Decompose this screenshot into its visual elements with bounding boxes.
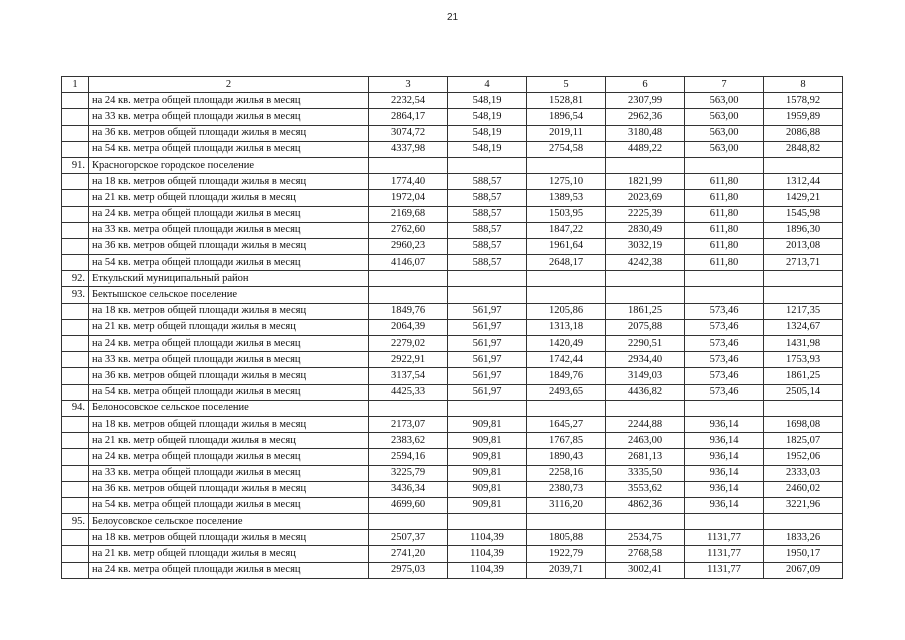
value-cell-col-8: 2086,88: [764, 125, 843, 141]
value-cell-col-5: 2754,58: [527, 141, 606, 157]
value-cell-col-6: 3180,48: [606, 125, 685, 141]
empty-index-cell: [62, 255, 89, 271]
value-cell-col-7: 573,46: [685, 352, 764, 368]
row-description: на 36 кв. метров общей площади жилья в месяц: [89, 125, 369, 141]
table-row: [62, 255, 843, 271]
value-cell-col-6: 3002,41: [606, 562, 685, 578]
value-cell-col-6: 3149,03: [606, 368, 685, 384]
empty-index-cell: [62, 238, 89, 254]
empty-index-cell: [62, 530, 89, 546]
value-cell-col-7: 563,00: [685, 141, 764, 157]
header-col-2: 2: [89, 77, 369, 93]
value-cell-col-7: 563,00: [685, 93, 764, 109]
value-cell-col-6: 1861,25: [606, 303, 685, 319]
table-row: [62, 109, 843, 125]
section-row: [62, 157, 843, 173]
value-cell-col-4: 909,81: [448, 433, 527, 449]
section-title: Бектышское сельское поселение: [89, 287, 369, 303]
value-cell-col-6: 2225,39: [606, 206, 685, 222]
table-row: [62, 352, 843, 368]
value-cell-col-8: 2460,02: [764, 481, 843, 497]
value-cell-col-5: 1420,49: [527, 336, 606, 352]
value-cell-col-7: 611,80: [685, 190, 764, 206]
row-description: на 21 кв. метр общей площади жилья в месяц: [89, 546, 369, 562]
value-cell-col-6: 4489,22: [606, 141, 685, 157]
value-cell-col-7: 563,00: [685, 125, 764, 141]
table-body: [62, 93, 843, 579]
value-cell-col-5: 2258,16: [527, 465, 606, 481]
value-cell-col-8: 1959,89: [764, 109, 843, 125]
value-cell-col-5: 1528,81: [527, 93, 606, 109]
value-cell-col-4: 561,97: [448, 319, 527, 335]
empty-cell: [527, 400, 606, 416]
empty-cell: [527, 287, 606, 303]
value-cell-col-5: 2493,65: [527, 384, 606, 400]
value-cell-col-8: 1429,21: [764, 190, 843, 206]
row-description: на 36 кв. метров общей площади жилья в месяц: [89, 481, 369, 497]
value-cell-col-5: 1961,64: [527, 238, 606, 254]
section-number: 92.: [62, 271, 89, 287]
value-cell-col-5: 2039,71: [527, 562, 606, 578]
table-row: [62, 125, 843, 141]
value-cell-col-5: 1645,27: [527, 416, 606, 432]
value-cell-col-8: 1698,08: [764, 416, 843, 432]
header-col-6: 6: [606, 77, 685, 93]
empty-index-cell: [62, 93, 89, 109]
header-col-5: 5: [527, 77, 606, 93]
empty-cell: [685, 514, 764, 530]
section-row: [62, 400, 843, 416]
value-cell-col-3: 4337,98: [369, 141, 448, 157]
row-description: на 54 кв. метра общей площади жилья в месяц: [89, 141, 369, 157]
empty-cell: [685, 157, 764, 173]
value-cell-col-4: 1104,39: [448, 546, 527, 562]
value-cell-col-8: 1950,17: [764, 546, 843, 562]
value-cell-col-3: 3137,54: [369, 368, 448, 384]
row-description: на 24 кв. метра общей площади жилья в месяц: [89, 449, 369, 465]
section-title: Еткульский муниципальный район: [89, 271, 369, 287]
empty-cell: [764, 400, 843, 416]
empty-index-cell: [62, 352, 89, 368]
value-cell-col-7: 611,80: [685, 255, 764, 271]
value-cell-col-8: 1833,26: [764, 530, 843, 546]
value-cell-col-7: 936,14: [685, 433, 764, 449]
table-row: [62, 368, 843, 384]
value-cell-col-5: 1389,53: [527, 190, 606, 206]
empty-index-cell: [62, 222, 89, 238]
empty-index-cell: [62, 384, 89, 400]
row-description: на 36 кв. метров общей площади жилья в месяц: [89, 238, 369, 254]
empty-index-cell: [62, 125, 89, 141]
value-cell-col-8: 2333,03: [764, 465, 843, 481]
empty-cell: [764, 157, 843, 173]
value-cell-col-5: 1742,44: [527, 352, 606, 368]
value-cell-col-3: 2383,62: [369, 433, 448, 449]
value-cell-col-8: 1324,67: [764, 319, 843, 335]
empty-cell: [448, 514, 527, 530]
value-cell-col-5: 1313,18: [527, 319, 606, 335]
value-cell-col-8: 1861,25: [764, 368, 843, 384]
row-description: на 24 кв. метра общей площади жилья в месяц: [89, 336, 369, 352]
value-cell-col-3: 4146,07: [369, 255, 448, 271]
row-description: на 18 кв. метров общей площади жилья в месяц: [89, 303, 369, 319]
empty-cell: [369, 400, 448, 416]
empty-index-cell: [62, 416, 89, 432]
value-cell-col-4: 561,97: [448, 352, 527, 368]
empty-cell: [369, 514, 448, 530]
value-cell-col-5: 1805,88: [527, 530, 606, 546]
empty-cell: [764, 287, 843, 303]
value-cell-col-4: 588,57: [448, 174, 527, 190]
value-cell-col-6: 2023,69: [606, 190, 685, 206]
table-header: [62, 77, 843, 93]
value-cell-col-7: 936,14: [685, 497, 764, 513]
table-row: [62, 465, 843, 481]
empty-cell: [606, 271, 685, 287]
value-cell-col-4: 588,57: [448, 190, 527, 206]
header-col-7: 7: [685, 77, 764, 93]
empty-index-cell: [62, 319, 89, 335]
header-col-8: 8: [764, 77, 843, 93]
row-description: на 33 кв. метра общей площади жилья в месяц: [89, 352, 369, 368]
value-cell-col-4: 561,97: [448, 336, 527, 352]
empty-cell: [527, 271, 606, 287]
value-cell-col-3: 2232,54: [369, 93, 448, 109]
section-title: Белоносовское сельское поселение: [89, 400, 369, 416]
value-cell-col-3: 4425,33: [369, 384, 448, 400]
empty-cell: [764, 271, 843, 287]
table-row: [62, 530, 843, 546]
row-description: на 21 кв. метр общей площади жилья в месяц: [89, 433, 369, 449]
table-row: [62, 319, 843, 335]
empty-index-cell: [62, 562, 89, 578]
header-col-1: 1: [62, 77, 89, 93]
value-cell-col-3: 1774,40: [369, 174, 448, 190]
value-cell-col-4: 588,57: [448, 222, 527, 238]
tariff-table: [61, 76, 843, 579]
value-cell-col-8: 1217,35: [764, 303, 843, 319]
value-cell-col-8: 1896,30: [764, 222, 843, 238]
value-cell-col-7: 1131,77: [685, 562, 764, 578]
value-cell-col-6: 3032,19: [606, 238, 685, 254]
row-description: на 21 кв. метр общей площади жилья в месяц: [89, 190, 369, 206]
value-cell-col-6: 2962,36: [606, 109, 685, 125]
value-cell-col-7: 1131,77: [685, 546, 764, 562]
value-cell-col-3: 2594,16: [369, 449, 448, 465]
value-cell-col-4: 561,97: [448, 384, 527, 400]
table-row: [62, 222, 843, 238]
empty-cell: [685, 287, 764, 303]
value-cell-col-3: 4699,60: [369, 497, 448, 513]
empty-cell: [685, 400, 764, 416]
value-cell-col-7: 573,46: [685, 319, 764, 335]
row-description: на 54 кв. метра общей площади жилья в месяц: [89, 384, 369, 400]
value-cell-col-3: 3436,34: [369, 481, 448, 497]
value-cell-col-6: 3335,50: [606, 465, 685, 481]
value-cell-col-7: 936,14: [685, 465, 764, 481]
empty-cell: [369, 287, 448, 303]
value-cell-col-6: 4436,82: [606, 384, 685, 400]
table-row: [62, 384, 843, 400]
value-cell-col-6: 2768,58: [606, 546, 685, 562]
section-row: [62, 271, 843, 287]
row-description: на 18 кв. метров общей площади жилья в месяц: [89, 530, 369, 546]
empty-cell: [369, 271, 448, 287]
value-cell-col-7: 573,46: [685, 303, 764, 319]
row-description: на 24 кв. метра общей площади жилья в месяц: [89, 93, 369, 109]
section-row: [62, 287, 843, 303]
table-row: [62, 174, 843, 190]
value-cell-col-7: 573,46: [685, 336, 764, 352]
value-cell-col-4: 588,57: [448, 238, 527, 254]
value-cell-col-6: 2934,40: [606, 352, 685, 368]
page-number: 21: [446, 12, 459, 23]
value-cell-col-8: 1431,98: [764, 336, 843, 352]
empty-cell: [606, 287, 685, 303]
table-row: [62, 93, 843, 109]
table-row: [62, 562, 843, 578]
value-cell-col-6: 2244,88: [606, 416, 685, 432]
value-cell-col-4: 588,57: [448, 255, 527, 271]
empty-index-cell: [62, 303, 89, 319]
row-description: на 24 кв. метра общей площади жилья в месяц: [89, 562, 369, 578]
value-cell-col-5: 2380,73: [527, 481, 606, 497]
value-cell-col-4: 909,81: [448, 416, 527, 432]
value-cell-col-8: 1952,06: [764, 449, 843, 465]
value-cell-col-7: 1131,77: [685, 530, 764, 546]
empty-index-cell: [62, 190, 89, 206]
empty-cell: [448, 157, 527, 173]
value-cell-col-4: 548,19: [448, 93, 527, 109]
empty-index-cell: [62, 174, 89, 190]
value-cell-col-5: 1890,43: [527, 449, 606, 465]
table-row: [62, 481, 843, 497]
section-row: [62, 514, 843, 530]
value-cell-col-8: 3221,96: [764, 497, 843, 513]
value-cell-col-6: 3553,62: [606, 481, 685, 497]
value-cell-col-3: 2173,07: [369, 416, 448, 432]
value-cell-col-6: 2534,75: [606, 530, 685, 546]
value-cell-col-6: 4862,36: [606, 497, 685, 513]
value-cell-col-8: 1578,92: [764, 93, 843, 109]
value-cell-col-4: 1104,39: [448, 530, 527, 546]
value-cell-col-4: 909,81: [448, 497, 527, 513]
empty-index-cell: [62, 368, 89, 384]
value-cell-col-5: 3116,20: [527, 497, 606, 513]
row-description: на 33 кв. метра общей площади жилья в месяц: [89, 222, 369, 238]
value-cell-col-8: 1825,07: [764, 433, 843, 449]
table-row: [62, 497, 843, 513]
value-cell-col-4: 561,97: [448, 368, 527, 384]
empty-index-cell: [62, 546, 89, 562]
header-row: [62, 77, 843, 93]
value-cell-col-7: 936,14: [685, 481, 764, 497]
value-cell-col-3: 3074,72: [369, 125, 448, 141]
row-description: на 21 кв. метр общей площади жилья в месяц: [89, 319, 369, 335]
value-cell-col-4: 588,57: [448, 206, 527, 222]
row-description: на 33 кв. метра общей площади жилья в месяц: [89, 109, 369, 125]
value-cell-col-8: 1312,44: [764, 174, 843, 190]
value-cell-col-8: 1545,98: [764, 206, 843, 222]
value-cell-col-3: 2279,02: [369, 336, 448, 352]
row-description: на 54 кв. метра общей площади жилья в месяц: [89, 255, 369, 271]
value-cell-col-3: 3225,79: [369, 465, 448, 481]
empty-cell: [527, 157, 606, 173]
value-cell-col-7: 936,14: [685, 449, 764, 465]
value-cell-col-5: 1275,10: [527, 174, 606, 190]
empty-index-cell: [62, 449, 89, 465]
row-description: на 18 кв. метров общей площади жилья в месяц: [89, 416, 369, 432]
value-cell-col-3: 2762,60: [369, 222, 448, 238]
value-cell-col-3: 2064,39: [369, 319, 448, 335]
value-cell-col-5: 1849,76: [527, 368, 606, 384]
value-cell-col-5: 1847,22: [527, 222, 606, 238]
value-cell-col-8: 2713,71: [764, 255, 843, 271]
table-row: [62, 190, 843, 206]
table-row: [62, 433, 843, 449]
value-cell-col-3: 2169,68: [369, 206, 448, 222]
value-cell-col-3: 1849,76: [369, 303, 448, 319]
table-row: [62, 336, 843, 352]
value-cell-col-6: 2830,49: [606, 222, 685, 238]
section-number: 91.: [62, 157, 89, 173]
row-description: на 33 кв. метра общей площади жилья в месяц: [89, 465, 369, 481]
value-cell-col-3: 1972,04: [369, 190, 448, 206]
section-title: Белоусовское сельское поселение: [89, 514, 369, 530]
value-cell-col-3: 2922,91: [369, 352, 448, 368]
empty-index-cell: [62, 109, 89, 125]
value-cell-col-8: 2013,08: [764, 238, 843, 254]
empty-cell: [764, 514, 843, 530]
value-cell-col-6: 4242,38: [606, 255, 685, 271]
section-title: Красногорское городское поселение: [89, 157, 369, 173]
value-cell-col-5: 2648,17: [527, 255, 606, 271]
value-cell-col-6: 2075,88: [606, 319, 685, 335]
empty-index-cell: [62, 465, 89, 481]
value-cell-col-4: 548,19: [448, 141, 527, 157]
empty-cell: [448, 287, 527, 303]
value-cell-col-6: 2307,99: [606, 93, 685, 109]
row-description: на 54 кв. метра общей площади жилья в месяц: [89, 497, 369, 513]
value-cell-col-4: 548,19: [448, 125, 527, 141]
value-cell-col-3: 2741,20: [369, 546, 448, 562]
empty-cell: [527, 514, 606, 530]
empty-cell: [606, 400, 685, 416]
value-cell-col-7: 936,14: [685, 416, 764, 432]
empty-index-cell: [62, 497, 89, 513]
value-cell-col-5: 1205,86: [527, 303, 606, 319]
value-cell-col-7: 611,80: [685, 206, 764, 222]
value-cell-col-6: 2681,13: [606, 449, 685, 465]
table-row: [62, 141, 843, 157]
row-description: на 36 кв. метров общей площади жилья в месяц: [89, 368, 369, 384]
value-cell-col-6: 2290,51: [606, 336, 685, 352]
table-row: [62, 238, 843, 254]
value-cell-col-5: 1922,79: [527, 546, 606, 562]
value-cell-col-8: 1753,93: [764, 352, 843, 368]
value-cell-col-3: 2507,37: [369, 530, 448, 546]
empty-index-cell: [62, 336, 89, 352]
header-col-3: 3: [369, 77, 448, 93]
empty-index-cell: [62, 433, 89, 449]
value-cell-col-4: 909,81: [448, 481, 527, 497]
value-cell-col-5: 1503,95: [527, 206, 606, 222]
value-cell-col-4: 909,81: [448, 465, 527, 481]
value-cell-col-3: 2960,23: [369, 238, 448, 254]
empty-cell: [606, 157, 685, 173]
header-col-4: 4: [448, 77, 527, 93]
value-cell-col-5: 1767,85: [527, 433, 606, 449]
value-cell-col-6: 1821,99: [606, 174, 685, 190]
value-cell-col-5: 1896,54: [527, 109, 606, 125]
table-row: [62, 303, 843, 319]
row-description: на 24 кв. метра общей площади жилья в месяц: [89, 206, 369, 222]
empty-cell: [448, 271, 527, 287]
empty-cell: [685, 271, 764, 287]
section-number: 95.: [62, 514, 89, 530]
table-row: [62, 449, 843, 465]
value-cell-col-7: 611,80: [685, 238, 764, 254]
empty-index-cell: [62, 206, 89, 222]
empty-cell: [448, 400, 527, 416]
value-cell-col-4: 1104,39: [448, 562, 527, 578]
empty-cell: [606, 514, 685, 530]
value-cell-col-5: 2019,11: [527, 125, 606, 141]
table-row: [62, 206, 843, 222]
value-cell-col-6: 2463,00: [606, 433, 685, 449]
value-cell-col-4: 548,19: [448, 109, 527, 125]
table-row: [62, 546, 843, 562]
value-cell-col-7: 573,46: [685, 384, 764, 400]
value-cell-col-4: 561,97: [448, 303, 527, 319]
value-cell-col-7: 611,80: [685, 222, 764, 238]
value-cell-col-4: 909,81: [448, 449, 527, 465]
value-cell-col-8: 2505,14: [764, 384, 843, 400]
value-cell-col-3: 2975,03: [369, 562, 448, 578]
value-cell-col-3: 2864,17: [369, 109, 448, 125]
empty-index-cell: [62, 481, 89, 497]
value-cell-col-8: 2848,82: [764, 141, 843, 157]
value-cell-col-7: 611,80: [685, 174, 764, 190]
empty-cell: [369, 157, 448, 173]
section-number: 94.: [62, 400, 89, 416]
table-row: [62, 416, 843, 432]
row-description: на 18 кв. метров общей площади жилья в месяц: [89, 174, 369, 190]
value-cell-col-7: 573,46: [685, 368, 764, 384]
value-cell-col-8: 2067,09: [764, 562, 843, 578]
value-cell-col-7: 563,00: [685, 109, 764, 125]
section-number: 93.: [62, 287, 89, 303]
empty-index-cell: [62, 141, 89, 157]
